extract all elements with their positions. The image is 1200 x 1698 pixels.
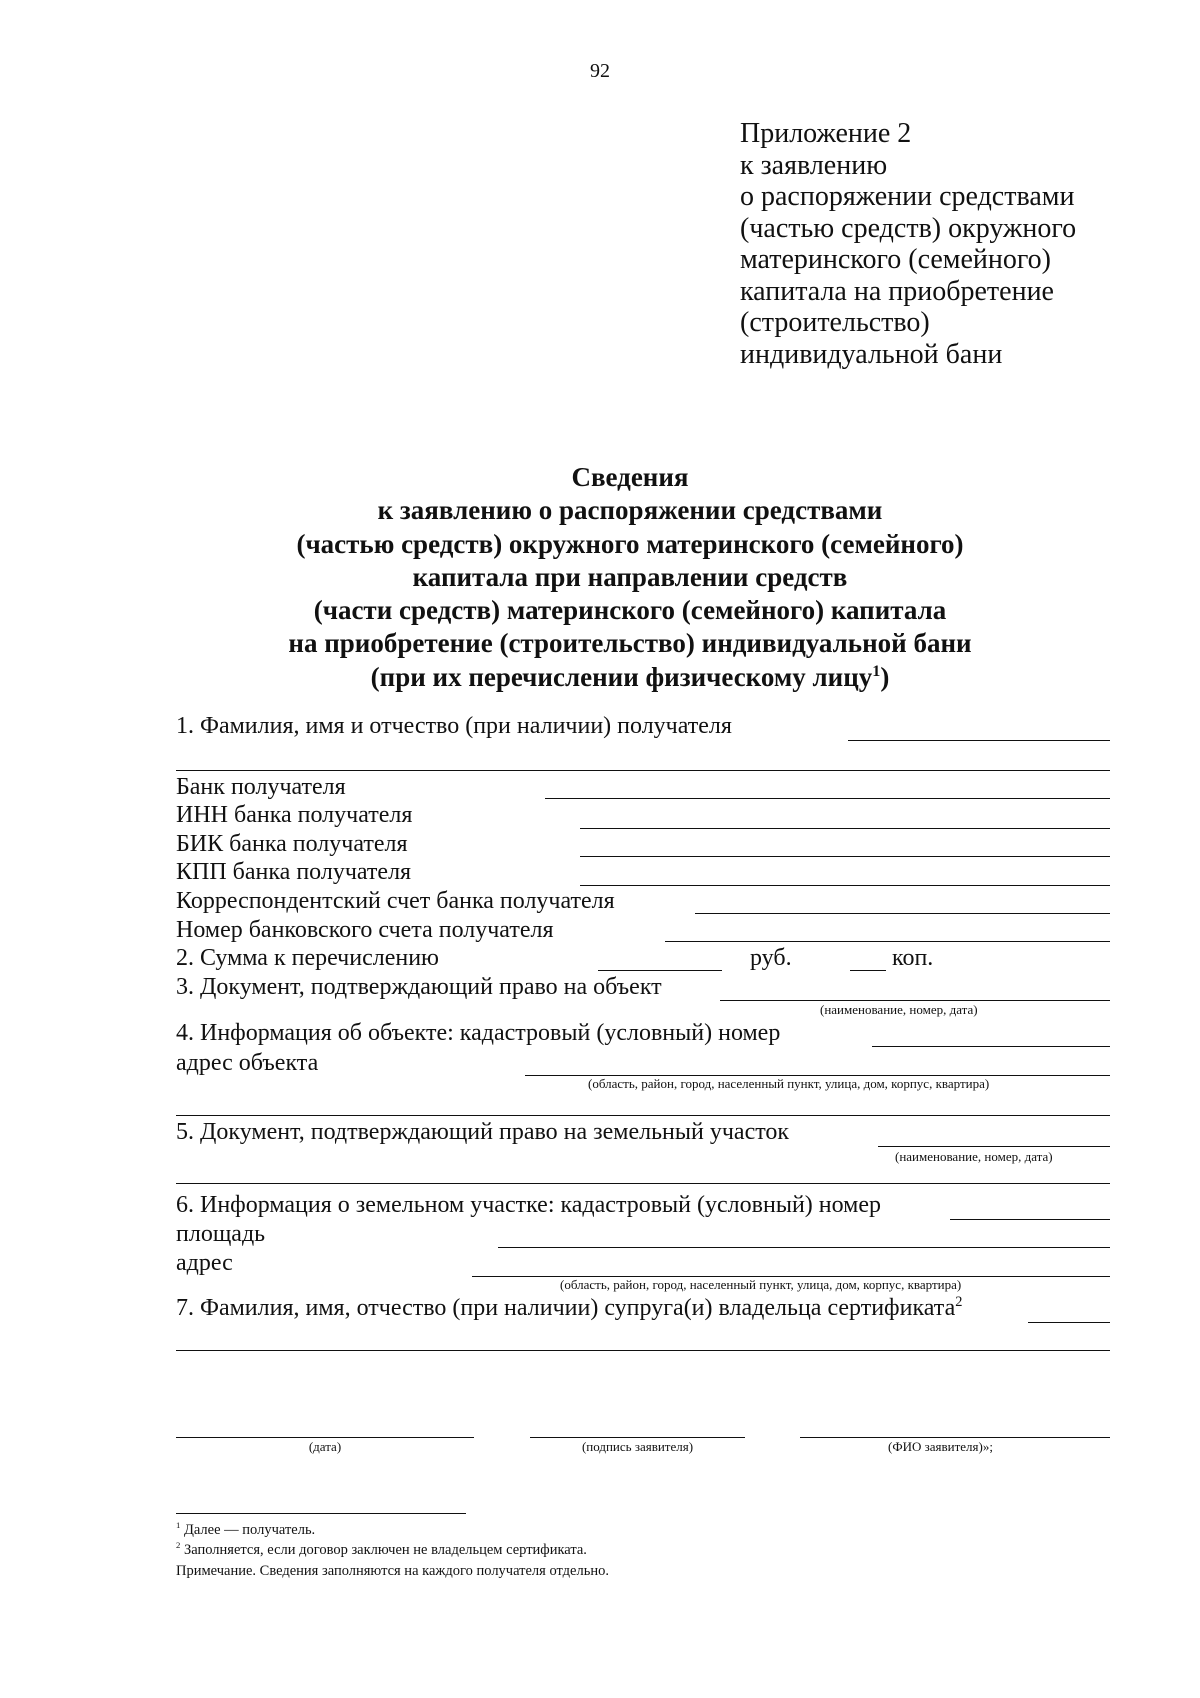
title-line: Сведения bbox=[571, 462, 689, 492]
appendix-line: (частью средств) окружного bbox=[740, 212, 1077, 244]
object-document-label: 3. Документ, подтверждающий право на объект bbox=[176, 974, 662, 1000]
bank-account-field[interactable] bbox=[665, 941, 1110, 942]
rub-label: руб. bbox=[750, 945, 792, 971]
fio-caption: (ФИО заявителя)»; bbox=[888, 1439, 993, 1454]
amount-label: 2. Сумма к перечислению bbox=[176, 945, 439, 971]
object-document-field[interactable] bbox=[720, 1000, 1110, 1001]
bank-kpp-field[interactable] bbox=[580, 885, 1110, 886]
title-close-paren: ) bbox=[880, 661, 890, 692]
date-signature-line[interactable] bbox=[176, 1437, 474, 1438]
title-line: к заявлению о распоряжении средствами bbox=[377, 495, 883, 526]
footnote-2-mark: 2 bbox=[176, 1540, 181, 1551]
footnote-note: Примечание. Сведения заполняются на каждого получателя отдельно. bbox=[176, 1563, 609, 1579]
applicant-signature-line[interactable] bbox=[530, 1437, 745, 1438]
footnote-2 bbox=[176, 1542, 587, 1559]
recipient-name-field-line2[interactable] bbox=[176, 770, 1110, 771]
land-document-field-line2[interactable] bbox=[176, 1183, 1110, 1184]
amount-rub-field[interactable] bbox=[598, 970, 722, 971]
object-document-caption: (наименование, номер, дата) bbox=[820, 1002, 978, 1017]
object-cadastral-field[interactable] bbox=[872, 1046, 1110, 1047]
appendix-line: о распоряжении средствами bbox=[740, 181, 1075, 212]
appendix-line: материнского (семейного) bbox=[740, 244, 1052, 275]
spouse-name-text: 7. Фамилия, имя, отчество (при наличии) супруга(и) владельца сертификата bbox=[176, 1295, 956, 1321]
footnote-1-mark: 1 bbox=[176, 1520, 181, 1531]
title-line-last bbox=[0, 661, 1200, 694]
land-cadastral-label: 6. Информация о земельном участке: кадастровый (условный) номер bbox=[176, 1192, 882, 1218]
appendix-line: капитала на приобретение bbox=[740, 275, 1054, 307]
land-document-field[interactable] bbox=[878, 1146, 1110, 1147]
land-document-label: 5. Документ, подтверждающий право на земельный участок bbox=[176, 1119, 790, 1145]
appendix-line: индивидуальной бани bbox=[740, 338, 1003, 370]
footnote-1 bbox=[176, 1522, 315, 1539]
object-cadastral-label: 4. Информация об объекте: кадастровый (условный) номер bbox=[176, 1020, 781, 1046]
footnote-ref-1: 1 bbox=[872, 661, 881, 680]
spouse-name-field[interactable] bbox=[1028, 1322, 1110, 1323]
land-area-field[interactable] bbox=[498, 1247, 1110, 1248]
land-address-label: адрес bbox=[176, 1250, 233, 1276]
title-line: капитала при направлении средств bbox=[412, 561, 848, 592]
title-line: на приобретение (строительство) индивидуальной бани bbox=[288, 628, 972, 659]
date-caption: (дата) bbox=[308, 1439, 342, 1454]
recipient-name-label: 1. Фамилия, имя и отчество (при наличии) получателя bbox=[176, 713, 732, 739]
appendix-line: (строительство) bbox=[740, 307, 930, 338]
object-address-label: адрес объекта bbox=[176, 1050, 319, 1076]
bank-bik-label: БИК банка получателя bbox=[176, 831, 408, 857]
spouse-name-label bbox=[176, 1294, 962, 1322]
footnote-separator bbox=[176, 1513, 466, 1514]
title-line: (части средств) материнского (семейного) капитала bbox=[313, 595, 947, 626]
appendix-line: Приложение 2 bbox=[740, 118, 912, 149]
spouse-name-field-line2[interactable] bbox=[176, 1350, 1110, 1351]
correspondent-account-field[interactable] bbox=[695, 913, 1110, 914]
land-address-caption: (область, район, город, населенный пункт, улица, дом, корпус, квартира) bbox=[560, 1277, 962, 1292]
footnote-1-text: Далее — получатель. bbox=[183, 1522, 316, 1538]
amount-kop-field[interactable] bbox=[850, 970, 886, 971]
land-cadastral-field[interactable] bbox=[950, 1219, 1110, 1220]
recipient-name-field[interactable] bbox=[848, 740, 1110, 741]
bank-bik-field[interactable] bbox=[580, 856, 1110, 857]
kop-label: коп. bbox=[892, 945, 934, 971]
footnote-ref-2: 2 bbox=[955, 1294, 963, 1310]
bank-account-label: Номер банковского счета получателя bbox=[176, 917, 554, 943]
recipient-bank-label: Банк получателя bbox=[176, 774, 346, 800]
object-address-caption: (область, район, город, населенный пункт, улица, дом, корпус, квартира) bbox=[588, 1076, 990, 1091]
land-document-caption: (наименование, номер, дата) bbox=[895, 1149, 1053, 1164]
correspondent-account-label: Корреспондентский счет банка получателя bbox=[176, 888, 615, 914]
title-text: (при их перечислении физическому лицу bbox=[370, 661, 873, 692]
recipient-bank-field[interactable] bbox=[545, 798, 1110, 799]
page-number: 92 bbox=[590, 60, 610, 82]
bank-kpp-label: КПП банка получателя bbox=[176, 859, 412, 885]
bank-inn-label: ИНН банка получателя bbox=[176, 802, 413, 828]
footnote-2-text: Заполняется, если договор заключен не владельцем сертификата. bbox=[183, 1542, 587, 1558]
appendix-header bbox=[740, 118, 1076, 370]
object-address-field-line2[interactable] bbox=[176, 1115, 1110, 1116]
bank-inn-field[interactable] bbox=[580, 828, 1110, 829]
document-title bbox=[0, 461, 1200, 694]
title-line: (частью средств) окружного материнского (семейного) bbox=[296, 528, 964, 559]
appendix-line: к заявлению bbox=[740, 149, 888, 181]
applicant-fio-line[interactable] bbox=[800, 1437, 1110, 1438]
land-area-label: площадь bbox=[176, 1221, 266, 1247]
signature-caption: (подпись заявителя) bbox=[581, 1439, 694, 1454]
